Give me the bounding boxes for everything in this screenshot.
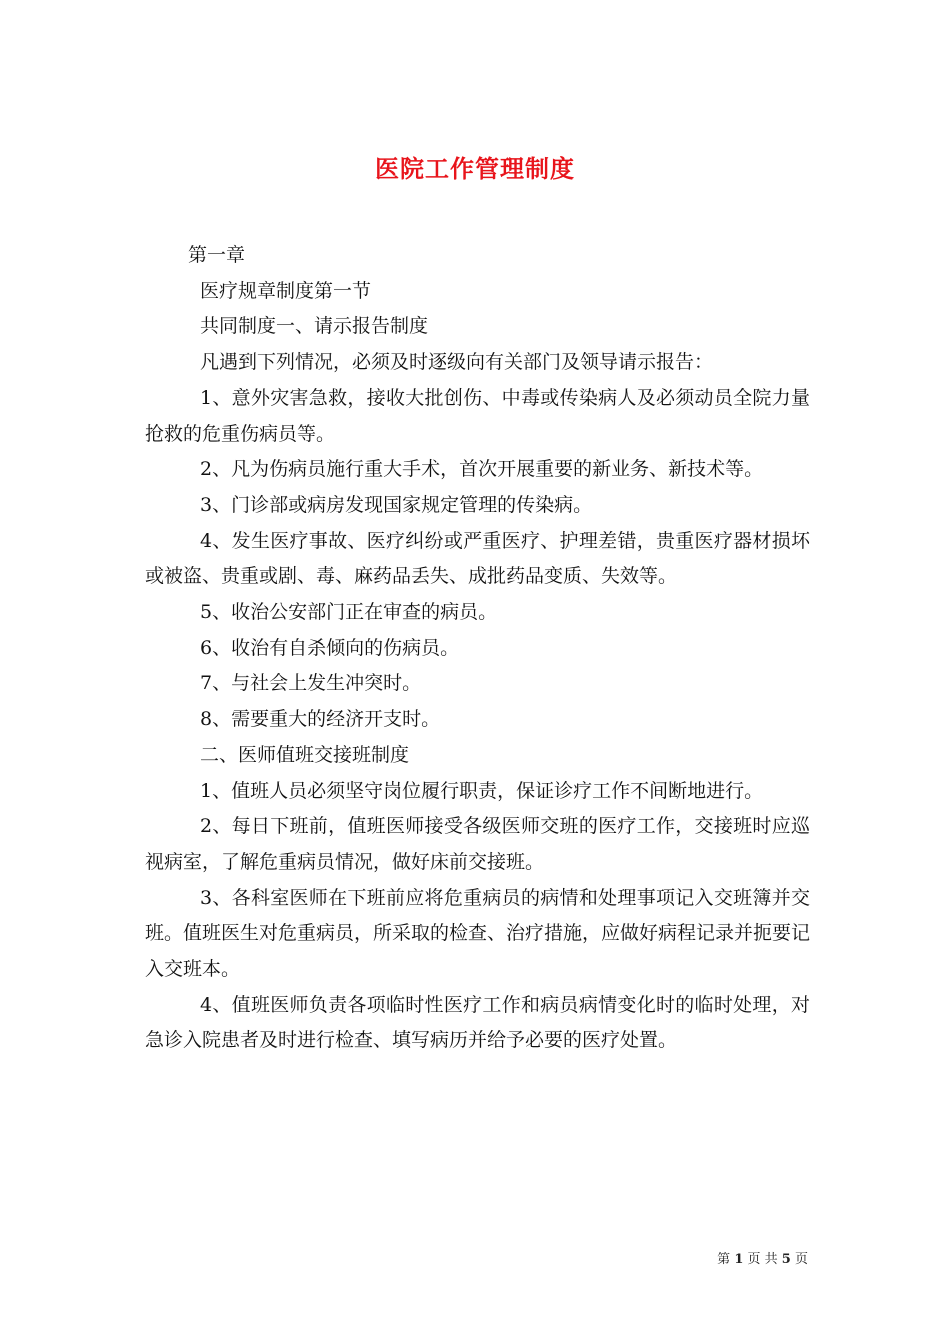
- list-item: 5、收治公安部门正在审查的病员。: [200, 601, 498, 624]
- document-title: 医院工作管理制度: [375, 154, 575, 184]
- page-number: [717, 1248, 808, 1267]
- list-item: 3、门诊部或病房发现国家规定管理的传染病。: [200, 493, 593, 516]
- chapter-heading: 第一章: [188, 244, 246, 266]
- document-body: [145, 238, 810, 1059]
- page-prefix: 第: [717, 1252, 731, 1267]
- list-item: 3、各科室医师在下班前应将危重病员的病情和处理事项记入交班簿并交班。值班医生对危重病员，所采取的检查、治疗措施，应做好病程记录并扼要记入交班本。: [145, 886, 811, 981]
- paragraph: 凡遇到下列情况，必须及时逐级向有关部门及领导请示报告：: [200, 351, 714, 374]
- subsection-heading: 共同制度一、请示报告制度: [200, 315, 429, 338]
- current-page: 1: [734, 1252, 744, 1267]
- section-heading: 医疗规章制度第一节: [200, 279, 372, 302]
- list-item: 8、需要重大的经济开支时。: [200, 708, 441, 731]
- total-pages: 5: [781, 1252, 791, 1267]
- list-item: 1、意外灾害急救，接收大批创伤、中毒或传染病人及必须动员全院力量抢救的危重伤病员等。: [145, 386, 810, 445]
- list-item: 4、值班医师负责各项临时性医疗工作和病员病情变化时的临时处理，对急诊入院患者及时进行检查、填写病历并给予必要的医疗处置。: [145, 993, 810, 1052]
- list-item: 2、每日下班前，值班医师接受各级医师交班的医疗工作，交接班时应巡视病室，了解危重病员情况，做好床前交接班。: [145, 815, 810, 873]
- list-item: 4、发生医疗事故、医疗纠纷或严重医疗、护理差错，贵重医疗器材损坏或被盗、贵重或剧、毒、麻药品丢失、成批药品变质、失效等。: [145, 529, 810, 588]
- subsection-heading: 二、医师值班交接班制度: [200, 743, 410, 766]
- list-item: 7、与社会上发生冲突时。: [200, 672, 422, 695]
- page-middle: 页 共: [747, 1252, 778, 1267]
- list-item: 1、值班人员必须坚守岗位履行职责，保证诊疗工作不间断地进行。: [200, 779, 764, 802]
- page-suffix: 页: [794, 1252, 808, 1267]
- list-item: 2、凡为伤病员施行重大手术，首次开展重要的新业务、新技术等。: [200, 458, 764, 481]
- list-item: 6、收治有自杀倾向的伤病员。: [200, 636, 460, 659]
